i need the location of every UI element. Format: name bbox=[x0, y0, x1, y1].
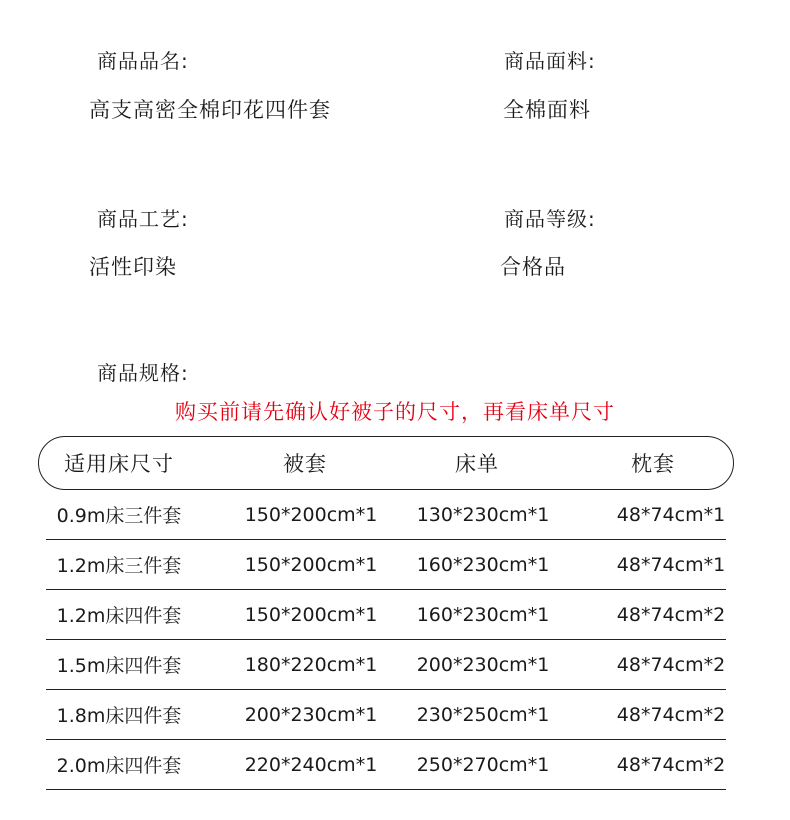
header-bed-sheet: 床单 bbox=[455, 452, 499, 476]
table-row bbox=[46, 540, 726, 590]
bed-size-cell: 2.0m床四件套 bbox=[56, 755, 182, 777]
table-row bbox=[46, 590, 726, 640]
size-table-header bbox=[38, 436, 734, 490]
fabric-value: 全棉面料 bbox=[503, 98, 591, 122]
duvet-cover-cell: 200*230cm*1 bbox=[244, 703, 378, 726]
product-name-label: 商品品名: bbox=[97, 49, 189, 73]
header-duvet-cover: 被套 bbox=[283, 452, 327, 476]
header-bed-size: 适用床尺寸 bbox=[64, 452, 174, 476]
pillowcase-cell: 48*74cm*1 bbox=[616, 503, 726, 526]
bed-sheet-cell: 200*230cm*1 bbox=[416, 653, 550, 676]
pillowcase-cell: 48*74cm*1 bbox=[616, 553, 726, 576]
pillowcase-cell: 48*74cm*2 bbox=[616, 653, 726, 676]
bed-sheet-cell: 130*230cm*1 bbox=[416, 503, 550, 526]
bed-size-cell: 1.8m床四件套 bbox=[56, 705, 182, 727]
duvet-cover-cell: 150*200cm*1 bbox=[244, 503, 378, 526]
bed-size-cell: 0.9m床三件套 bbox=[56, 505, 182, 527]
craft-label: 商品工艺: bbox=[97, 207, 189, 231]
bed-size-cell: 1.2m床四件套 bbox=[56, 605, 182, 627]
craft-value: 活性印染 bbox=[89, 255, 177, 279]
table-row bbox=[46, 640, 726, 690]
bed-sheet-cell: 250*270cm*1 bbox=[416, 753, 550, 776]
duvet-cover-cell: 150*200cm*1 bbox=[244, 603, 378, 626]
pillowcase-cell: 48*74cm*2 bbox=[616, 753, 726, 776]
size-notice: 购买前请先确认好被子的尺寸，再看床单尺寸 bbox=[175, 400, 615, 424]
product-name-value: 高支高密全棉印花四件套 bbox=[89, 98, 331, 122]
grade-value: 合格品 bbox=[500, 255, 566, 279]
size-spec-label: 商品规格: bbox=[97, 361, 189, 385]
bed-sheet-cell: 160*230cm*1 bbox=[416, 553, 550, 576]
pillowcase-cell: 48*74cm*2 bbox=[616, 703, 726, 726]
duvet-cover-cell: 180*220cm*1 bbox=[244, 653, 378, 676]
table-row bbox=[46, 490, 726, 540]
header-pillowcase: 枕套 bbox=[631, 452, 675, 476]
bed-size-cell: 1.2m床三件套 bbox=[56, 555, 182, 577]
bed-sheet-cell: 160*230cm*1 bbox=[416, 603, 550, 626]
table-row bbox=[46, 690, 726, 740]
bed-size-cell: 1.5m床四件套 bbox=[56, 655, 182, 677]
duvet-cover-cell: 150*200cm*1 bbox=[244, 553, 378, 576]
grade-label: 商品等级: bbox=[504, 207, 596, 231]
pillowcase-cell: 48*74cm*2 bbox=[616, 603, 726, 626]
bed-sheet-cell: 230*250cm*1 bbox=[416, 703, 550, 726]
table-row bbox=[46, 740, 726, 790]
duvet-cover-cell: 220*240cm*1 bbox=[244, 753, 378, 776]
fabric-label: 商品面料: bbox=[504, 49, 596, 73]
